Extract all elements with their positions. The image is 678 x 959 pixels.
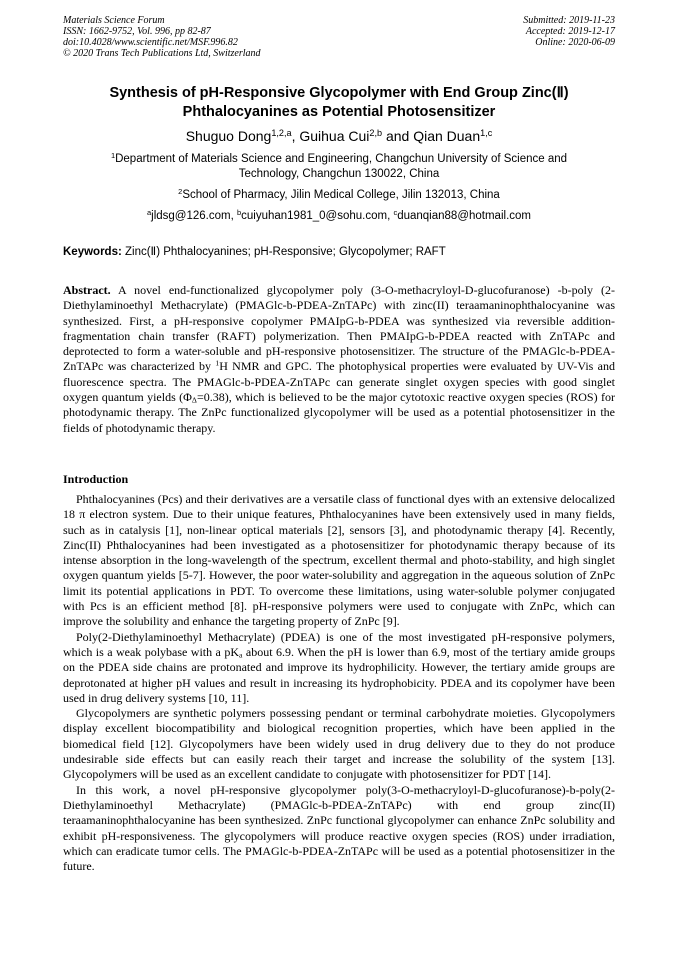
intro-paragraph-4: In this work, a novel pH-responsive glycopolymer poly(3-O-methacryloyl-D-glucofuranose)-b-poly(2-Diethylaminoethyl Methacrylate) (PMAGlc-b-PDEA-ZnTAPc) with end group zinc(II) teraamaninophthalocyanine has been synthesized. ZnPc functional glycopolymer can enhance ZnPc solubility and exhibit pH-responsiveness. The glycopolymers will produce reactive oxygen species (ROS) under irradiation, which can eradicate tumor cells. The PMAGlc-b-PDEA-ZnTAPc will be used as a potential photosensitizer in the future. [63, 782, 615, 874]
email-link[interactable]: jldsg@126.com, [151, 210, 237, 222]
abstract-label: Abstract. [63, 283, 111, 297]
header-dates [523, 15, 615, 48]
abstract-text: =0.38), which is believed to be the major cytotoxic reactive oxygen species (ROS) for photodynamic therapy. The ZnPc functionalized glycopolymer will be used as a potential photosensitizer in the fields of photodynamic therapy. [63, 390, 615, 435]
date-online: Online: 2020-06-09 [535, 37, 615, 48]
email-mark: b [236, 207, 242, 217]
author-name: Guihua Cui [299, 128, 370, 144]
intro-paragraph-2 [63, 630, 615, 706]
email-mark: a [146, 207, 152, 217]
author-emails [63, 209, 615, 224]
phi-subscript: Δ [191, 395, 197, 405]
nmr-superscript: 1 [215, 359, 220, 369]
paragraph-text: Poly(2-Diethylaminoethyl Methacrylate) (PDEA) is one of the most investigated pH-responsive polymers, which is a weak polybase with a pK [63, 629, 615, 659]
date-submitted: Submitted: 2019-11-23 [523, 15, 615, 26]
author-affiliation-mark: 1,2,a [271, 128, 292, 138]
intro-paragraph-1: Phthalocyanines (Pcs) and their derivatives are a versatile class of functional dyes with an extensive delocalized 18 π electron system. Due to their unique features, Phthalocyanines have been extensively used in many fields, such as in catalysis [1], non-linear optical materials [2], sensors [3], and photodynamic therapy [4]. Recently, Zinc(II) Phthalocyanines had been investigated as a photosensitizer for photodynamic therapy because of its intense absorption in the long-wavelength of the spectrum, excellent thermal and photo-stability, and high singlet oxygen quantum yields [5-7]. However, the poor water-solubility and aggregation in the aqueous solution of ZnPc limit its potential applications in PDT. To overcome these limitations, using water-soluble polymer conjugated with Pcs is an efficient method [8]. pH-responsive polymers were used to conjugate with ZnPc, which can improve the solubility and enhance the targeting property of ZnPc [9]. [63, 492, 615, 629]
intro-paragraph-3: Glycopolymers are synthetic polymers possessing pendant or terminal carbohydrate moieties. Glycopolymers display excellent biocompatibility and biological recognition properties, which have been applied in the biomedical field [12]. Glycopolymers have been widely used in drug delivery due to they do not produce undesirable side effects but can easily reach their target and increase the solubility of the system [13]. Glycopolymers will be used as an excellent candidate to conjugate with photosensitizer for PDT [14]. [63, 706, 615, 782]
section-heading-introduction: Introduction [63, 472, 129, 486]
affiliation-number: 1 [110, 150, 116, 160]
author-separator: , [291, 128, 300, 144]
journal-name: Materials Science Forum [63, 15, 165, 26]
journal-copyright: © 2020 Trans Tech Publications Ltd, Switzerland [63, 48, 261, 59]
date-accepted: Accepted: 2019-12-17 [525, 26, 615, 37]
author-list [63, 127, 615, 145]
keywords-label: Keywords: [63, 246, 122, 258]
email-link[interactable]: duanqian88@hotmail.com [397, 210, 531, 222]
affiliation-number: 2 [178, 186, 183, 196]
author-name: Shuguo Dong [185, 128, 272, 144]
author-affiliation-mark: 1,c [480, 128, 493, 138]
pka-subscript: a [239, 650, 243, 660]
abstract [63, 283, 615, 436]
email-link[interactable]: cuiyuhan1981_0@sohu.com, [241, 210, 394, 222]
paragraph-text: about 6.9. When the pH is lower than 6.9, most of the tertiary amide groups on the PDEA side chains are protonated and improve its hydrophilicity. However, the tertiary amide groups are deprotonated at higher pH values and result in increasing its hydrophobicity. PDEA and its copolymer have been used in drug delivery systems [10, 11]. [63, 644, 615, 705]
paper-title [63, 84, 615, 122]
journal-issn: ISSN: 1662-9752, Vol. 996, pp 82-87 [63, 26, 211, 37]
keywords [63, 245, 615, 260]
title-line-1: Synthesis of pH-Responsive Glycopolymer with End Group Zinc(Ⅱ) [109, 85, 569, 101]
author-separator: and [382, 128, 414, 144]
affiliation-text: Department of Materials Science and Engineering, Changchun University of Science and [115, 153, 568, 165]
affiliation-text: Technology, Changchun 130022, China [238, 168, 440, 180]
abstract-text: A novel end-functionalized glycopolymer poly (3-O-methacryloyl-D-glucofuranose) -b-poly (2-Diethylaminoethyl Methacrylate) (PMAGlc-b-PDEA-ZnTAPc) with zinc(II) teraamaninophthalocyanine was synthesized. First, a pH-responsive copolymer PMAIpG-b-PDEA was synthesized via reversible addition-fragmentation chain transfer (RAFT) polymerization. Then PMAIpG-b-PDEA reacted with ZnTAPc and deprotected to form a water-soluble and pH-responsive photosensitizer. The structure of the PMAGlc-b-PDEA-ZnTAPc was characterized by [63, 283, 615, 374]
affiliation-2 [63, 188, 615, 203]
header-journal-info [63, 15, 261, 59]
author-name: Qian Duan [413, 128, 481, 144]
title-line-2: Phthalocyanines as Potential Photosensitizer [182, 104, 496, 120]
keywords-text: Zinc(Ⅱ) Phthalocyanines; pH-Responsive; Glycopolymer; RAFT [121, 246, 446, 258]
affiliation-1 [63, 152, 615, 182]
affiliation-text: School of Pharmacy, Jilin Medical College, Jilin 132013, China [182, 189, 500, 201]
journal-doi: doi:10.4028/www.scientific.net/MSF.996.82 [63, 37, 238, 48]
email-mark: c [393, 207, 398, 217]
abstract-text: H NMR and GPC. The photophysical properties were evaluated by UV-Vis and fluorescence spectra. The PMAGlc-b-PDEA-ZnTAPc can generate singlet oxygen species with good singlet oxygen quantum yields (Φ [63, 359, 615, 405]
author-affiliation-mark: 2,b [369, 128, 383, 138]
introduction-body [63, 492, 615, 874]
